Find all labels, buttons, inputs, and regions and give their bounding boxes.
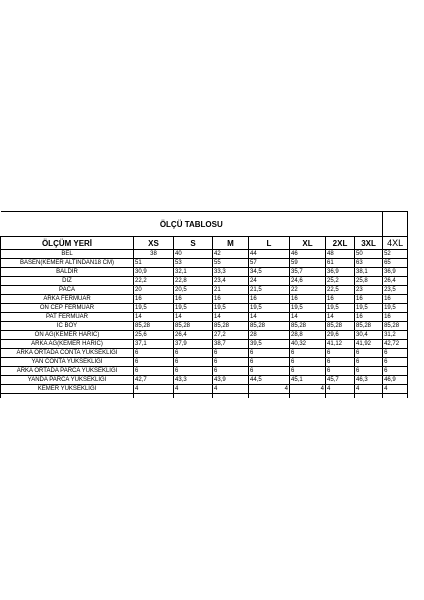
table-row	[1, 250, 408, 259]
measurement-value: 43,3	[174, 376, 213, 385]
measurement-value: 4	[134, 385, 174, 394]
measurement-value: 36,9	[383, 268, 408, 277]
measurement-value: 40	[174, 250, 213, 259]
measurement-value: 21,5	[249, 286, 290, 295]
measurement-value: 32,1	[174, 268, 213, 277]
measurement-value: 65	[383, 259, 408, 268]
measurement-value: 38	[134, 250, 174, 259]
measurement-label: ON CEP FERMUAR	[1, 304, 134, 313]
measurement-value: 57	[249, 259, 290, 268]
measurement-label: YANDA PARCA YUKSEKLIGI	[1, 376, 134, 385]
measurement-label: YAN CONTA YUKSEKLIGI	[1, 358, 134, 367]
measurement-value: 26,4	[174, 331, 213, 340]
measurement-value: 22	[290, 286, 326, 295]
measurement-value: 85,28	[134, 322, 174, 331]
measurement-value: 6	[134, 349, 174, 358]
measurement-label: BEL	[1, 250, 134, 259]
measurement-value: 14	[326, 313, 355, 322]
table-row	[1, 376, 408, 385]
measurement-value: 4	[174, 385, 213, 394]
measurement-value: 6	[249, 367, 290, 376]
empty-cell	[326, 394, 355, 399]
measurement-value: 14	[249, 313, 290, 322]
measurement-value: 6	[174, 358, 213, 367]
measurement-value: 85,28	[213, 322, 249, 331]
measurement-value: 36,9	[326, 268, 355, 277]
measurement-value: 46	[290, 250, 326, 259]
table-row	[1, 286, 408, 295]
table-row	[1, 259, 408, 268]
measurement-value: 37,1	[134, 340, 174, 349]
measurement-value: 14	[134, 313, 174, 322]
table-row	[1, 304, 408, 313]
column-header: XL	[290, 237, 326, 250]
measurement-value: 55	[213, 259, 249, 268]
measurement-value: 16	[249, 295, 290, 304]
measurement-value: 6	[174, 349, 213, 358]
measurement-value: 16	[355, 295, 383, 304]
measurement-value: 51	[134, 259, 174, 268]
measurement-label: PAT FERMUAR	[1, 313, 134, 322]
measurement-label: ARKA FERMUAR	[1, 295, 134, 304]
measurement-value: 40,32	[290, 340, 326, 349]
measurement-value: 19,5	[326, 304, 355, 313]
measurement-value: 6	[326, 358, 355, 367]
measurement-value: 30,9	[134, 268, 174, 277]
measurement-value: 34,5	[249, 268, 290, 277]
measurement-value: 52	[383, 250, 408, 259]
empty-cell	[355, 394, 383, 399]
measurement-value: 22,5	[326, 286, 355, 295]
column-header: S	[174, 237, 213, 250]
table-row	[1, 340, 408, 349]
measurement-value: 19,5	[290, 304, 326, 313]
measurement-value: 24	[249, 277, 290, 286]
measurement-label: ARKA AG(KEMER HARIC)	[1, 340, 134, 349]
measurement-value: 25,6	[134, 331, 174, 340]
measurement-value: 16	[290, 295, 326, 304]
measurement-value: 42,72	[383, 340, 408, 349]
measurement-value: 30,4	[355, 331, 383, 340]
measurement-value: 6	[383, 367, 408, 376]
measurement-value: 45,7	[326, 376, 355, 385]
measurement-label: PACA	[1, 286, 134, 295]
column-header: ÖLÇÜM YERİ	[1, 237, 134, 250]
measurement-value: 20,5	[174, 286, 213, 295]
measurement-value: 6	[383, 349, 408, 358]
column-header: 3XL	[355, 237, 383, 250]
measurement-value: 6	[355, 349, 383, 358]
measurement-value: 85,28	[174, 322, 213, 331]
column-header: M	[213, 237, 249, 250]
measurement-value: 6	[134, 367, 174, 376]
measurement-value: 23	[355, 286, 383, 295]
measurement-value: 6	[355, 358, 383, 367]
measurement-label: BASEN(KEMER ALTINDAN18 CM)	[1, 259, 134, 268]
column-header: 2XL	[326, 237, 355, 250]
measurement-value: 44,5	[249, 376, 290, 385]
measurement-value: 14	[290, 313, 326, 322]
measurement-value: 26,4	[383, 277, 408, 286]
empty-cell	[383, 394, 408, 399]
table-row	[1, 367, 408, 376]
size-chart-table	[0, 211, 408, 398]
measurement-value: 22,2	[134, 277, 174, 286]
measurement-value: 85,28	[290, 322, 326, 331]
measurement-value: 6	[326, 367, 355, 376]
measurement-value: 6	[213, 367, 249, 376]
measurement-value: 50	[355, 250, 383, 259]
measurement-value: 35,7	[290, 268, 326, 277]
measurement-value: 19,5	[249, 304, 290, 313]
measurement-value: 4	[249, 385, 290, 394]
empty-cell	[174, 394, 213, 399]
measurement-label: ARKA ORTADA PARCA YUKSEKLIGI	[1, 367, 134, 376]
table-row	[1, 295, 408, 304]
measurement-value: 48	[326, 250, 355, 259]
measurement-label: BALDIR	[1, 268, 134, 277]
table-row	[1, 268, 408, 277]
measurement-value: 39,5	[249, 340, 290, 349]
measurement-value: 46,9	[383, 376, 408, 385]
measurement-value: 6	[383, 358, 408, 367]
table-title-row	[1, 212, 408, 237]
measurement-value: 23,5	[383, 286, 408, 295]
measurement-value: 19,5	[355, 304, 383, 313]
table-row	[1, 358, 408, 367]
measurement-value: 6	[355, 367, 383, 376]
table-row	[1, 313, 408, 322]
measurement-value: 31,2	[383, 331, 408, 340]
measurement-value: 6	[249, 349, 290, 358]
measurement-value: 6	[213, 358, 249, 367]
measurement-value: 6	[290, 367, 326, 376]
measurement-value: 21	[213, 286, 249, 295]
measurement-value: 16	[174, 295, 213, 304]
table-row	[1, 277, 408, 286]
measurement-value: 33,3	[213, 268, 249, 277]
table-empty-row	[1, 394, 408, 399]
measurement-value: 29,6	[326, 331, 355, 340]
measurement-value: 25,2	[326, 277, 355, 286]
measurement-value: 19,5	[174, 304, 213, 313]
measurement-value: 38,1	[355, 268, 383, 277]
measurement-value: 16	[383, 295, 408, 304]
measurement-value: 19,5	[213, 304, 249, 313]
measurement-value: 4	[326, 385, 355, 394]
measurement-value: 4	[355, 385, 383, 394]
measurement-value: 37,9	[174, 340, 213, 349]
measurement-value: 16	[134, 295, 174, 304]
measurement-value: 59	[290, 259, 326, 268]
measurement-value: 25,8	[355, 277, 383, 286]
measurement-value: 46,3	[355, 376, 383, 385]
measurement-label: KEMER YUKSEKLIGI	[1, 385, 134, 394]
measurement-value: 44	[249, 250, 290, 259]
measurement-value: 6	[134, 358, 174, 367]
column-header: L	[249, 237, 290, 250]
measurement-value: 16	[383, 313, 408, 322]
table-row	[1, 331, 408, 340]
table-title: ÖLÇÜ TABLOSU	[1, 212, 383, 237]
measurement-value: 85,28	[326, 322, 355, 331]
measurement-value: 6	[174, 367, 213, 376]
measurement-label: DIZ	[1, 277, 134, 286]
measurement-value: 85,28	[383, 322, 408, 331]
table-row	[1, 322, 408, 331]
measurement-value: 16	[355, 313, 383, 322]
measurement-value: 24,6	[290, 277, 326, 286]
empty-cell	[1, 394, 134, 399]
empty-cell	[249, 394, 290, 399]
measurement-value: 6	[326, 349, 355, 358]
measurement-value: 6	[249, 358, 290, 367]
measurement-value: 23,4	[213, 277, 249, 286]
measurement-value: 6	[290, 358, 326, 367]
measurement-label: IC BOY	[1, 322, 134, 331]
column-header: XS	[134, 237, 174, 250]
measurement-value: 42,7	[134, 376, 174, 385]
measurement-value: 20	[134, 286, 174, 295]
measurement-value: 28,8	[290, 331, 326, 340]
measurement-value: 41,12	[326, 340, 355, 349]
measurement-value: 27,2	[213, 331, 249, 340]
measurement-value: 42	[213, 250, 249, 259]
table-header-row	[1, 237, 408, 250]
measurement-value: 43,9	[213, 376, 249, 385]
table-row	[1, 385, 408, 394]
measurement-value: 16	[213, 295, 249, 304]
measurement-label: ON AG(KEMER HARIC)	[1, 331, 134, 340]
measurement-value: 14	[174, 313, 213, 322]
measurement-value: 4	[213, 385, 249, 394]
empty-cell	[134, 394, 174, 399]
measurement-value: 4	[290, 385, 326, 394]
measurement-label: ARKA ORTADA CONTA YUKSEKLIGI	[1, 349, 134, 358]
measurement-value: 14	[213, 313, 249, 322]
measurement-value: 85,28	[249, 322, 290, 331]
measurement-value: 6	[213, 349, 249, 358]
empty-cell	[290, 394, 326, 399]
measurement-value: 38,7	[213, 340, 249, 349]
measurement-value: 19,5	[134, 304, 174, 313]
empty-cell	[213, 394, 249, 399]
measurement-value: 45,1	[290, 376, 326, 385]
measurement-value: 63	[355, 259, 383, 268]
table-title-blank-cell	[383, 212, 408, 237]
measurement-value: 22,8	[174, 277, 213, 286]
measurement-value: 61	[326, 259, 355, 268]
measurement-value: 41,92	[355, 340, 383, 349]
measurement-value: 19,5	[383, 304, 408, 313]
measurement-value: 28	[249, 331, 290, 340]
measurement-value: 53	[174, 259, 213, 268]
column-header: 4XL	[383, 237, 408, 250]
measurement-value: 16	[326, 295, 355, 304]
table-row	[1, 349, 408, 358]
measurement-value: 85,28	[355, 322, 383, 331]
measurement-value: 6	[290, 349, 326, 358]
measurement-value: 4	[383, 385, 408, 394]
